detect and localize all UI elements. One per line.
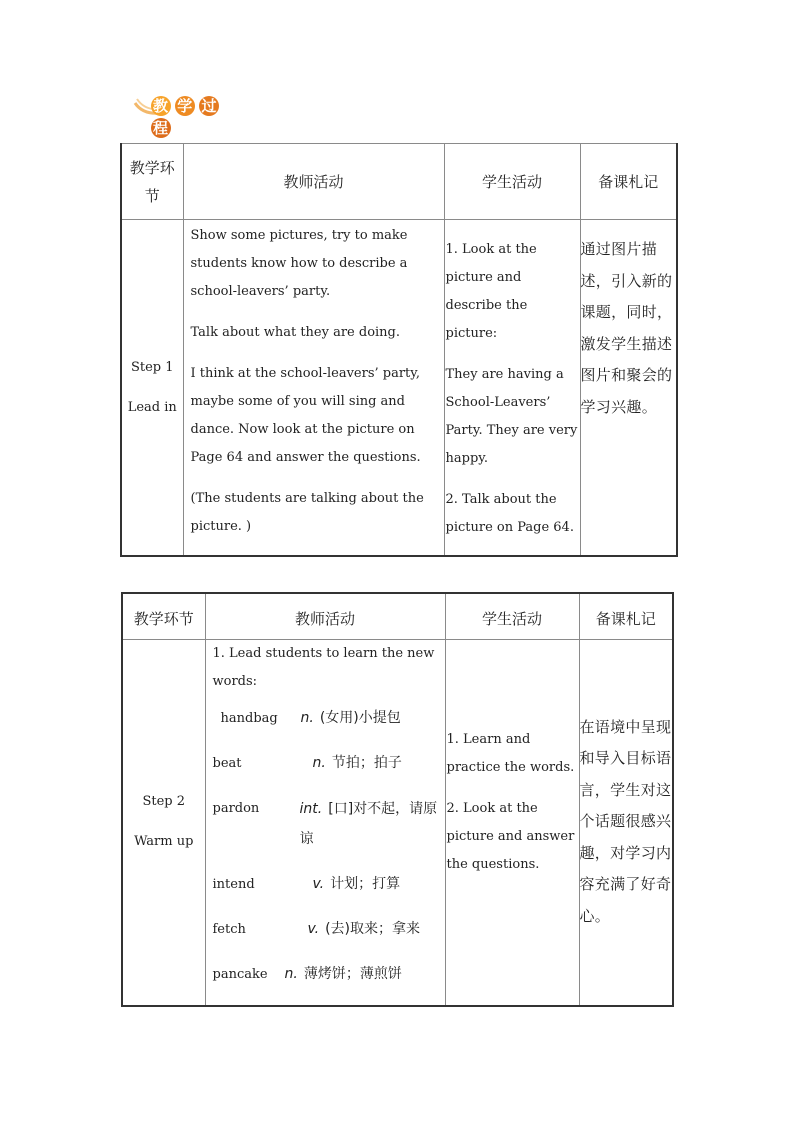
table-row	[121, 220, 677, 557]
teacher-paragraph: (The students are talking about the picture. )	[190, 491, 424, 534]
student-activity	[445, 639, 579, 1006]
student-activity	[444, 220, 580, 557]
vocab-row: intend v. 计划；打算	[212, 875, 401, 892]
vocab-row: pancake n. 薄烤饼；薄煎饼	[212, 965, 402, 982]
section-badge	[133, 93, 235, 137]
header-stage: 教学环节	[121, 144, 183, 220]
vocab-row: beat n. 节拍；拍子	[212, 754, 402, 771]
notes-cell: 通过图片描述，引入新的课题，同时，激发学生描述图片和聚会的学习兴趣。	[580, 220, 677, 557]
student-paragraph: 1. Learn and practice the words.	[446, 731, 575, 775]
header-teacher: 教师活动	[183, 144, 444, 220]
table-header-row	[122, 593, 673, 639]
teacher-activity	[183, 220, 444, 557]
teacher-intro: 1. Lead students to learn the new words:	[212, 645, 435, 689]
student-paragraph: 2. Look at the picture and answer the questions.	[446, 800, 575, 872]
step-name: Lead in	[127, 399, 177, 415]
header-student: 学生活动	[445, 593, 579, 639]
student-paragraph: 2. Talk about the picture on Page 64.	[445, 492, 574, 535]
teacher-paragraph: I think at the school-leavers’ party, maybe some of you will sing and dance. Now look at the picture on Page 64 and answer the questions.	[190, 366, 421, 465]
vocab-row: handbag n. (女用)小提包	[220, 709, 401, 726]
vocab-row: fetch v. (去)取来；拿来	[212, 920, 421, 937]
step-cell	[121, 220, 183, 557]
lesson-table-step1	[120, 143, 678, 557]
step-name: Warm up	[134, 834, 194, 849]
header-stage: 教学环节	[122, 593, 205, 639]
teacher-activity	[205, 639, 445, 1006]
section-badge-title: 教 学 过 程	[152, 97, 218, 137]
step-number: Step 1	[130, 359, 174, 375]
header-notes: 备课札记	[579, 593, 673, 639]
student-paragraph: 1. Look at the picture and describe the picture:	[445, 242, 537, 341]
teacher-paragraph: Talk about what they are doing.	[190, 325, 401, 340]
header-student: 学生活动	[444, 144, 580, 220]
student-paragraph: They are having a School-Leavers’ Party. They are very happy.	[445, 367, 578, 466]
header-notes: 备课札记	[580, 144, 677, 220]
teacher-paragraph: Show some pictures, try to make students know how to describe a school-leavers’ party.	[190, 228, 408, 299]
lesson-table-step2	[121, 592, 674, 1007]
header-teacher: 教师活动	[205, 593, 445, 639]
vocab-row: pardon int. [口]对不起，请原谅	[212, 800, 438, 847]
step-cell	[122, 639, 205, 1006]
table-header-row	[121, 144, 677, 220]
table-row	[122, 639, 673, 1006]
notes-cell: 在语境中呈现和导入目标语言，学生对这个话题很感兴趣，对学习内容充满了好奇心。	[579, 639, 673, 1006]
step-number: Step 2	[142, 794, 186, 809]
